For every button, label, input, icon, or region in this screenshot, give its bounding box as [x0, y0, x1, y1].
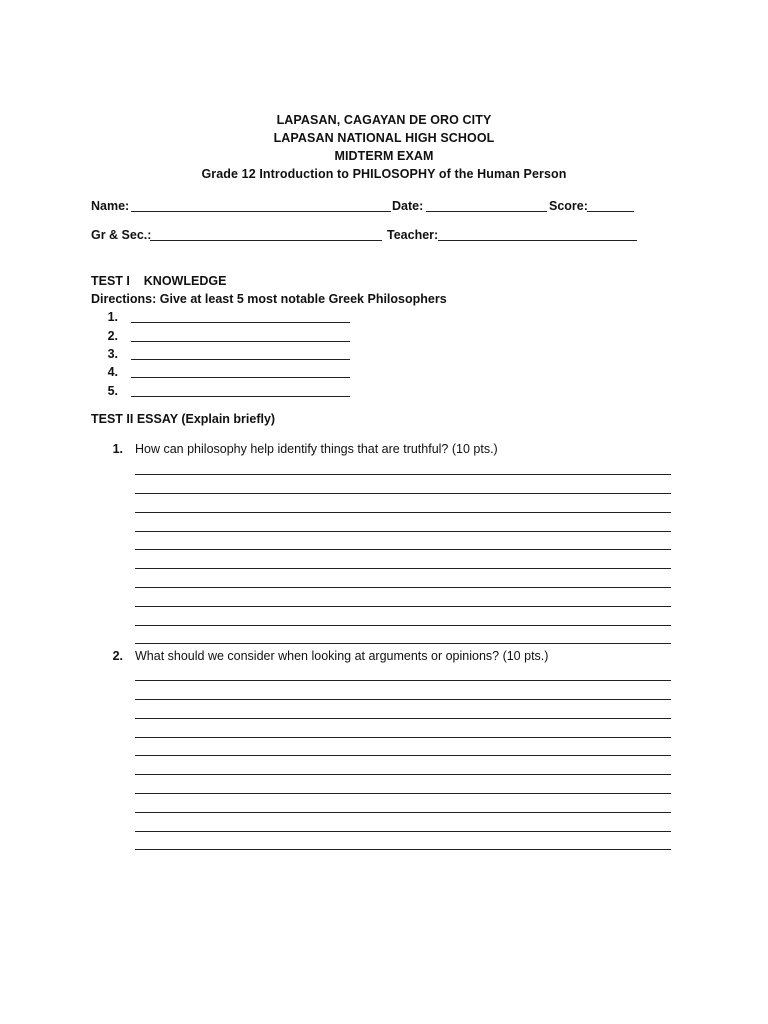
essay-answer-line[interactable]: [135, 831, 671, 832]
essay-answer-line[interactable]: [135, 568, 671, 569]
question-number: 1.: [112, 442, 123, 456]
header-location: LAPASAN, CAGAYAN DE ORO CITY: [276, 113, 492, 127]
essay-answer-line[interactable]: [135, 718, 671, 719]
essay-answer-line[interactable]: [135, 793, 671, 794]
date-label: Date:: [392, 199, 424, 213]
essay-answer-line[interactable]: [135, 512, 671, 513]
essay-answer-line[interactable]: [135, 849, 671, 850]
test1-item-number: 4.: [107, 365, 118, 379]
test1-directions: Directions: Give at least 5 most notable Greek Philosophers: [91, 292, 447, 306]
essay-answer-line[interactable]: [135, 774, 671, 775]
test1-item-number: 3.: [107, 347, 118, 361]
section-field[interactable]: [150, 240, 382, 241]
essay-answer-line[interactable]: [135, 643, 671, 644]
test1-item-number: 5.: [107, 384, 118, 398]
test1-item-number: 1.: [107, 310, 118, 324]
essay-answer-line[interactable]: [135, 474, 671, 475]
essay-answer-line[interactable]: [135, 737, 671, 738]
header-subject: Grade 12 Introduction to PHILOSOPHY of the Human Person: [201, 167, 567, 181]
name-label: Name:: [91, 199, 130, 213]
test1-answer-field[interactable]: [131, 359, 350, 360]
test1-item-number: 2.: [107, 329, 118, 343]
essay-answer-line[interactable]: [135, 699, 671, 700]
header-school: LAPASAN NATIONAL HIGH SCHOOL: [273, 131, 495, 145]
teacher-field[interactable]: [438, 240, 637, 241]
essay-answer-line[interactable]: [135, 812, 671, 813]
score-field[interactable]: [587, 211, 634, 212]
essay-answer-line[interactable]: [135, 493, 671, 494]
essay-answer-line[interactable]: [135, 587, 671, 588]
essay-answer-line[interactable]: [135, 755, 671, 756]
essay-answer-line[interactable]: [135, 549, 671, 550]
name-field[interactable]: [131, 211, 391, 212]
test2-title: TEST II ESSAY (Explain briefly): [91, 412, 276, 426]
test1-title: TEST I KNOWLEDGE: [91, 274, 227, 288]
essay-answer-line[interactable]: [135, 606, 671, 607]
date-field[interactable]: [426, 211, 547, 212]
question-number: 2.: [112, 649, 123, 663]
essay-answer-line[interactable]: [135, 625, 671, 626]
score-label: Score:: [549, 199, 588, 213]
question-text: How can philosophy help identify things that are truthful? (10 pts.): [135, 442, 498, 456]
teacher-label: Teacher:: [387, 228, 439, 242]
question-text: What should we consider when looking at arguments or opinions? (10 pts.): [135, 649, 549, 663]
test1-answer-field[interactable]: [131, 396, 350, 397]
section-label: Gr & Sec.:: [91, 228, 152, 242]
test1-answer-field[interactable]: [131, 377, 350, 378]
exam-header: [0, 111, 768, 183]
essay-answer-line[interactable]: [135, 531, 671, 532]
test1-answer-field[interactable]: [131, 322, 350, 323]
header-exam-title: MIDTERM EXAM: [334, 149, 434, 163]
essay-answer-line[interactable]: [135, 680, 671, 681]
test1-answer-field[interactable]: [131, 341, 350, 342]
